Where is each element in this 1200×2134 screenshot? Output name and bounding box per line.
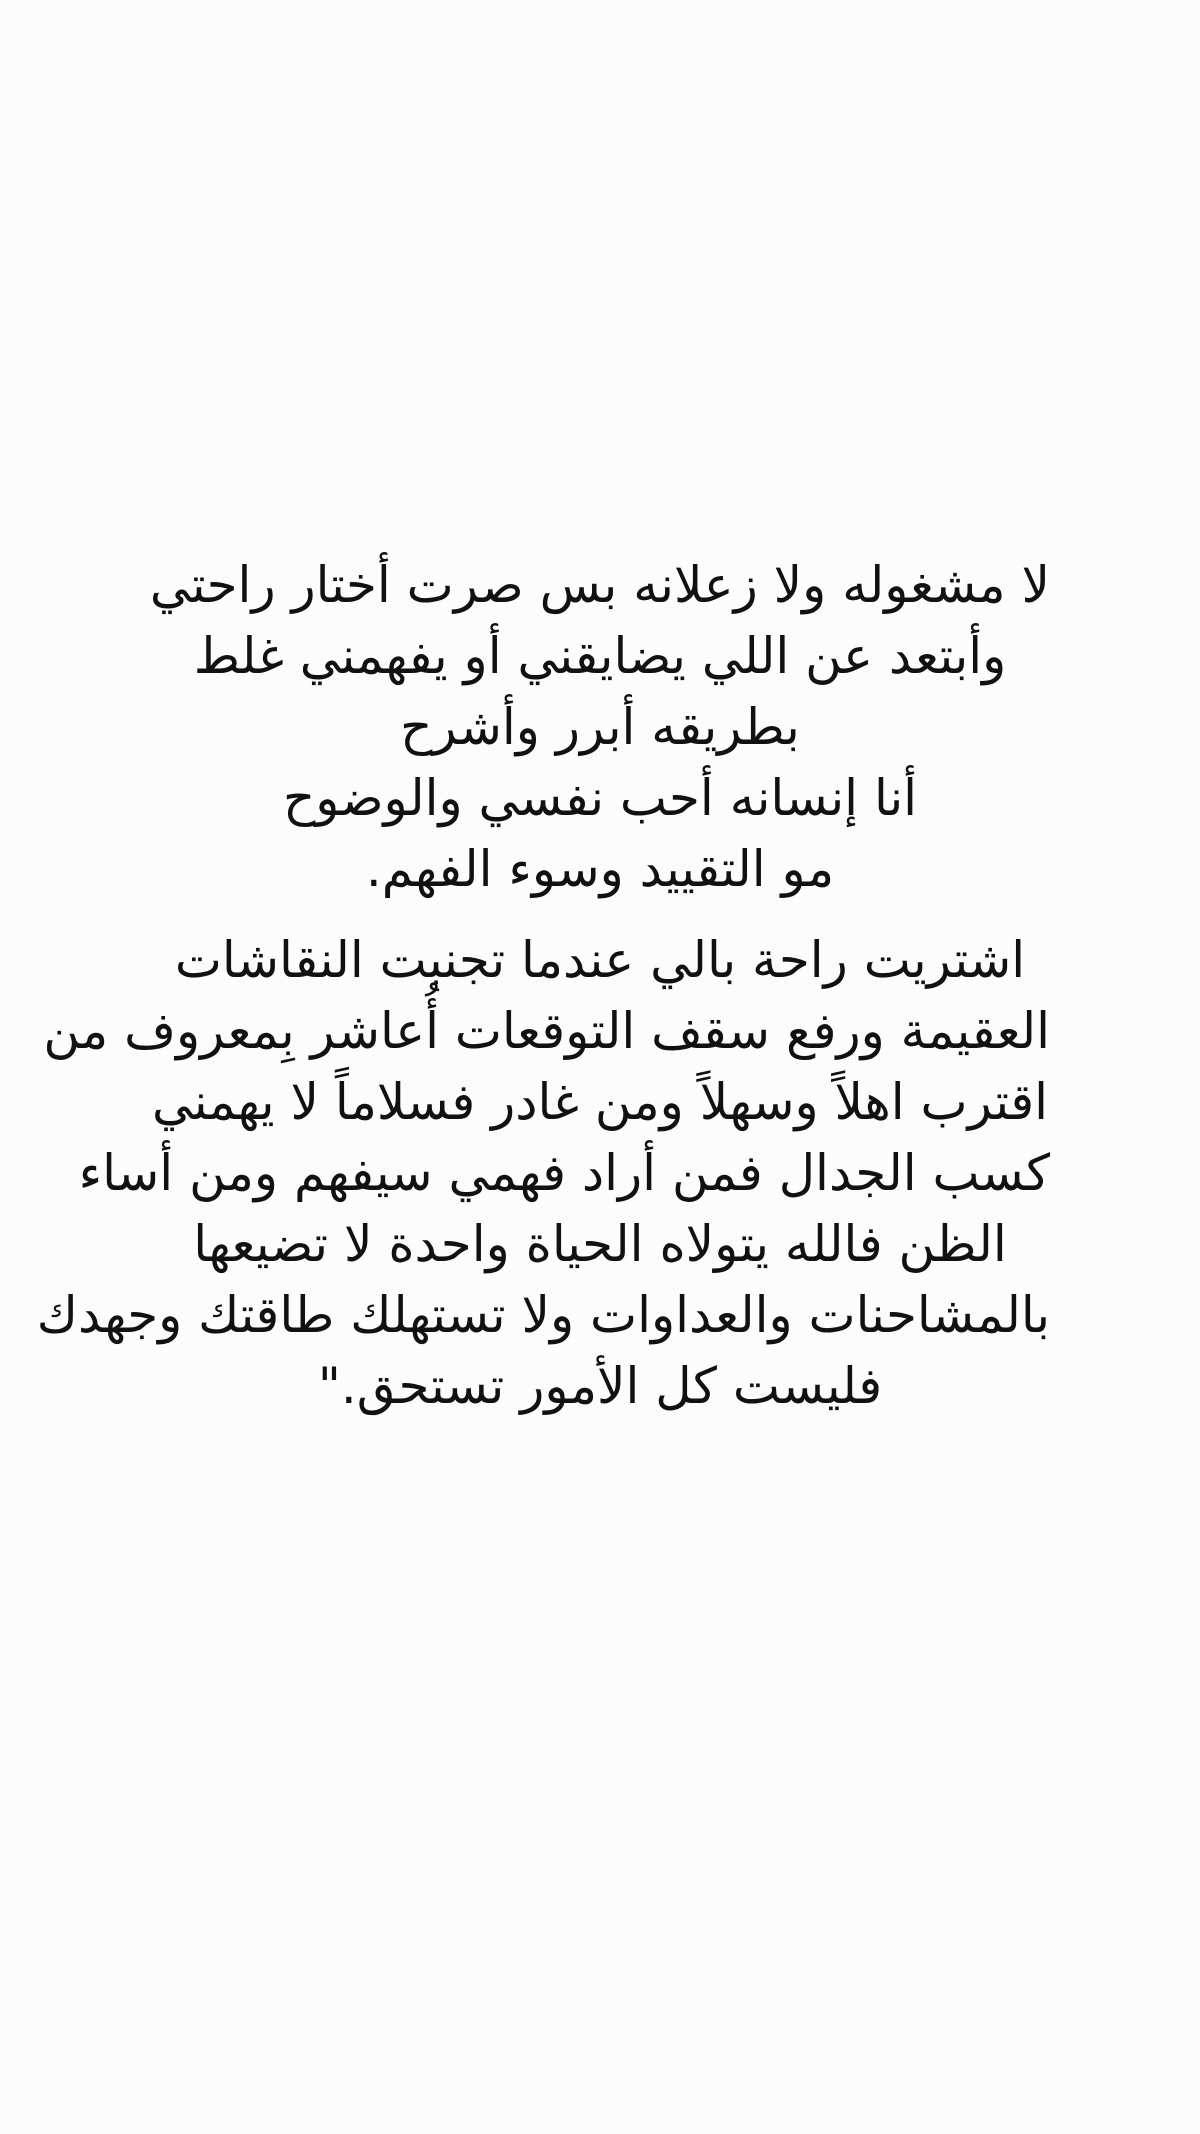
paragraph-second-line: فليست كل الأمور تستحق.": [317, 1357, 883, 1415]
paragraph-second-line: العقيمة ورفع سقف التوقعات أُعاشر بِمعروف من: [43, 1002, 1050, 1060]
paragraph-first-line: أنا إنسانه أحب نفسي والوضوح: [282, 769, 918, 827]
paragraph-second-line: بالمشاحنات والعداوات ولا تستهلك طاقتك وجهدك: [36, 1286, 1050, 1344]
paragraph-first-line: وأبتعد عن اللي يضايقني أو يفهمني غلط: [193, 627, 1007, 685]
paragraph-first-line: بطريقه أبرر وأشرح: [400, 698, 800, 756]
paragraph-second-line: اشتريت راحة بالي عندما تجنبت النقاشات: [174, 931, 1026, 989]
paragraph-second-line: الظن فالله يتولاه الحياة واحدة لا تضيعها: [193, 1215, 1007, 1273]
paragraph-first-line: مو التقييد وسوء الفهم.: [365, 840, 835, 898]
paragraph-second-line: اقترب اهلاً وسهلاً ومن غادر فسلاماً لا يهمني: [151, 1073, 1049, 1131]
paragraph-first-line: لا مشغوله ولا زعلانه بس صرت أختار راحتي: [149, 556, 1050, 614]
paragraph-second: [36, 925, 1050, 1422]
paragraph-second-line: كسب الجدال فمن أراد فهمي سيفهم ومن أساء: [78, 1144, 1050, 1202]
paragraph-first: [150, 550, 1050, 905]
